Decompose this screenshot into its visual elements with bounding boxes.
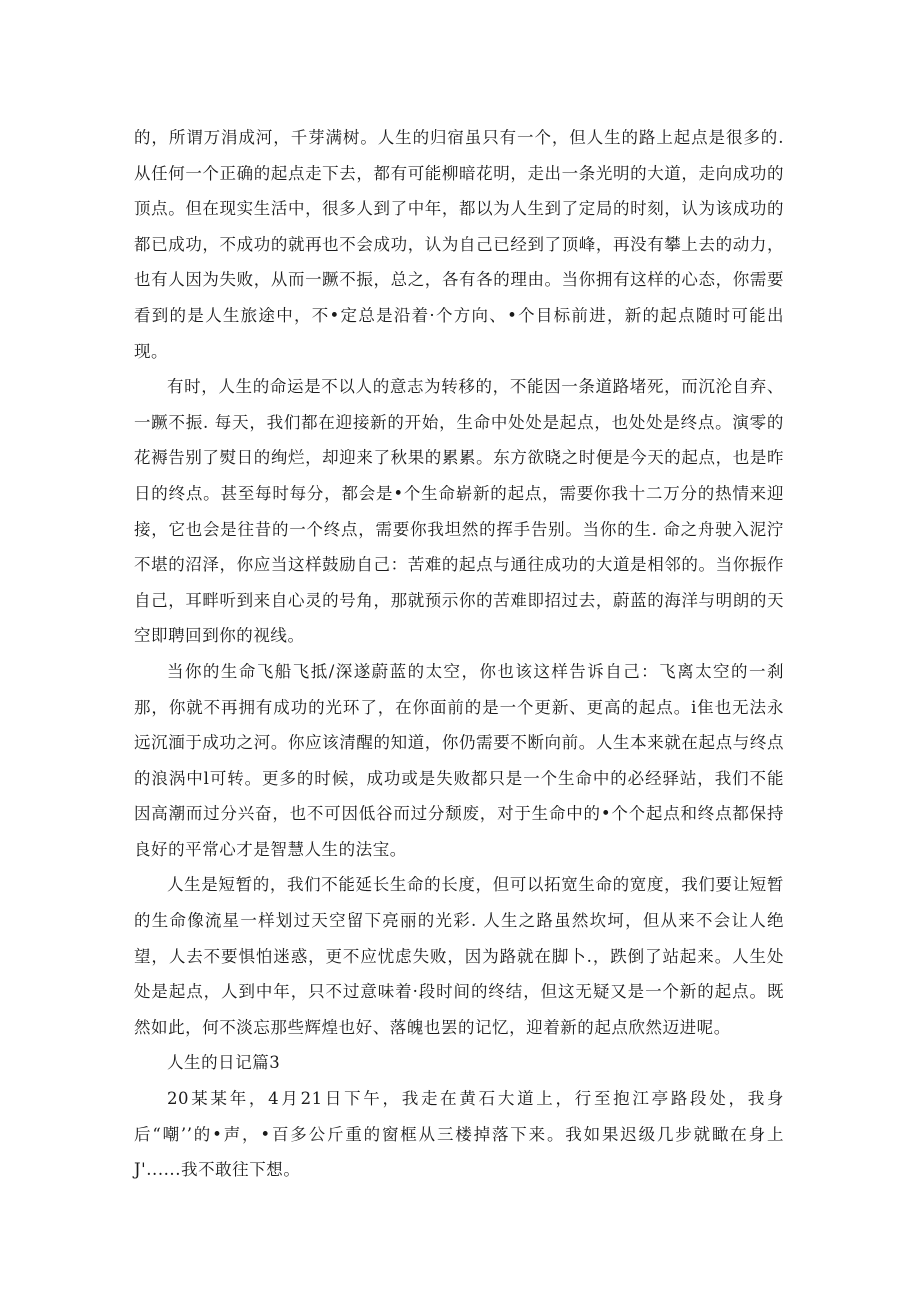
paragraph-2: 有时，人生的命运是不以人的意志为转移的，不能因一条道路堵死，而沉沦自弃、一蹶不振. 每天，我们都在迎接新的开始，生命中处处是起点，也处处是终点。演零的花褥告别了熨日的绚烂，却迎来了秋果的累累。东方欲晓之时便是今天的起点，也是昨日的终点。甚至每时每分，都会是•个生命崭新的起点，需要你我十二万分的热情来迎接，它也会是往昔的一个终点，需要你我坦然的挥手告别。当你的生. 命之舟驶入泥泞不堪的沼泽，你应当这样鼓励自己：苦难的起点与通往成功的大道是相邻的。当你振作自己，耳畔听到来自心灵的号角，那就预示你的苦难即招过去，蔚蓝的海洋与明朗的天空即聘回到你的视线。 xyxy=(134,377,784,646)
paragraph-1: 的，所谓万涓成河，千芽满树。人生的归宿虽只有一个，但人生的路上起点是很多的.从任何一个正确的起点走下去，都有可能柳暗花明，走出一条光明的大道，走向成功的顶点。但在现实生活中，很多人到了中年，都以为人生到了定局的时刻，认为该成功的都已成功，不成功的就再也不会成功，认为自己已经到了顶峰，再没有攀上去的动力，也有人因为失败，从而一蹶不振，总之，各有各的理由。当你拥有这样的心态，你需要看到的是人生旅途中，不•定总是沿着·个方向、•个目标前进，新的起点随时可能出现。 xyxy=(134,128,784,361)
document-body xyxy=(134,120,784,1188)
section-heading: 人生的日记篇3 xyxy=(167,1053,281,1073)
paragraph-5: 20某某年，4月21日下午，我走在黄石大道上，行至抱江亭路段处，我身后“嘲’’的•声，•百多公斤重的窗框从三楼掉落下来。我如果迟级几步就瞰在身上J'......我不敢往下想。 xyxy=(134,1089,784,1180)
paragraph-4: 人生是短暂的，我们不能延长生命的长度，但可以拓宽生命的宽度，我们要让短暂的生命像流星一样划过天空留下亮丽的光彩. 人生之路虽然坎坷，但从来不会让人绝望，人去不要惧怕迷惑，更不应忧虑失败，因为路就在脚卜.，跌倒了站起来。人生处处是起点，人到中年，只不过意味着·段时间的终结，但这无疑又是一个新的起点。既然如此，何不淡忘那些辉煌也好、落魄也罢的记忆，迎着新的起点欣然迈进呢。 xyxy=(134,875,784,1037)
paragraph-3: 当你的生命飞船飞抵/深遂蔚蓝的太空，你也该这样告诉自己：飞离太空的一刹那，你就不再拥有成功的光环了，在你面前的是一个更新、更高的起点。i隹也无法永远沉湎于成功之河。你应该清醒的知道，你仍需要不断向前。人生本来就在起点与终点的浪涡中l可转。更多的时候，成功或是失败都只是一个生命中的必经驿站，我们不能因高潮而过分兴奋，也不可因低谷而过分颓废，对于生命中的•个个起点和终点都保持良好的平常心才是智慧人生的法宝。 xyxy=(134,661,784,859)
